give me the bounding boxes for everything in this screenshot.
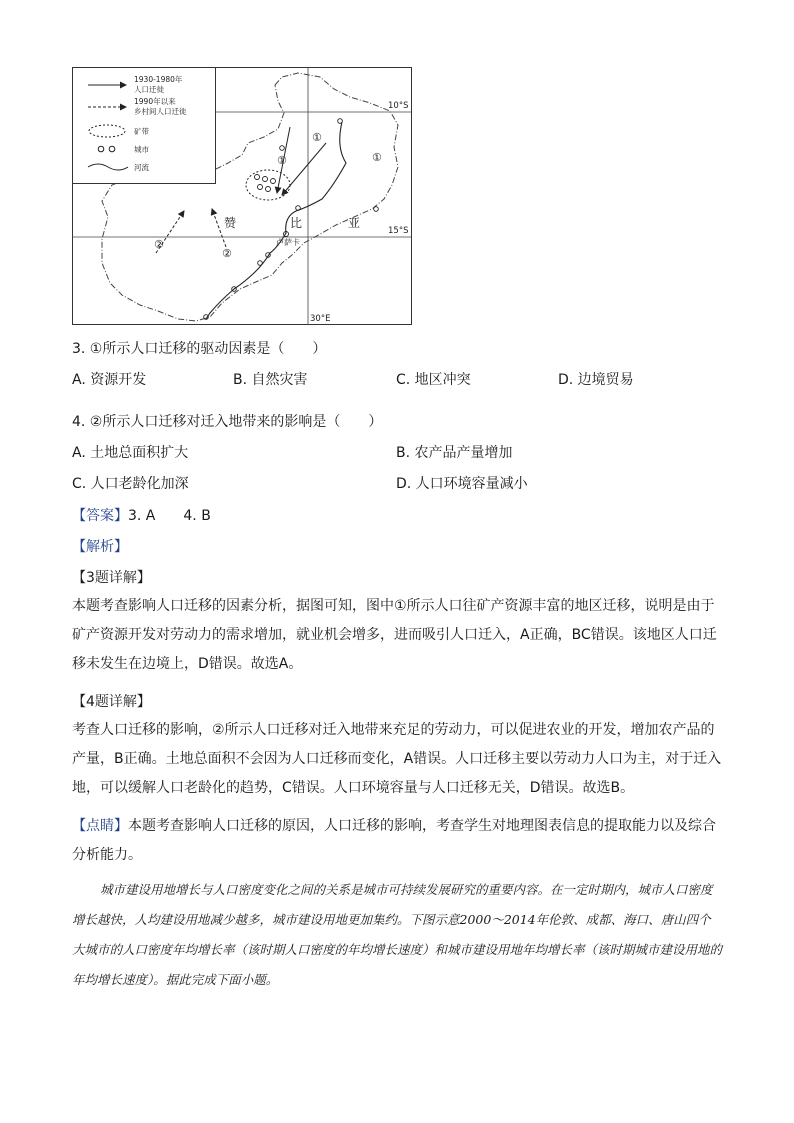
legend-dashed-line1: 1990年以来 — [134, 97, 176, 106]
legend-river: 河流 — [134, 163, 149, 172]
q3-detail-body: 本题考查影响人口迁移的因素分析，据图可知，图中①所示人口往矿产资源丰富的地区迁移，说明是由于矿产资源开发对劳动力的需求增加，就业机会增多，进而吸引人口迁入，A正确，BC错误。该地区人口迁移未发生在边境上，D错误。故选A。 — [72, 598, 717, 672]
legend-solid-line2: 人口迁徙 — [134, 85, 164, 94]
q3-option-a: A. 资源开发 — [72, 372, 147, 388]
q4-option-c: C. 人口老龄化加深 — [72, 476, 189, 492]
q4-detail-body: 考查人口迁移的影响，②所示人口迁移对迁入地带来充足的劳动力，可以促进农业的开发，增加农产品的产量，B正确。土地总面积不会因为人口迁移而变化，A错误。人口迁移主要以劳动力人口为主，对于迁入地，可以缓解人口老龄化的趋势，C错误。人口环境容量与人口迁移无关，D错误。故选B。 — [72, 722, 722, 796]
analysis-label: 【解析】 — [72, 539, 128, 555]
label-15s: 15°S — [388, 226, 409, 236]
answer-line — [72, 505, 211, 525]
country-char: 亚 — [348, 216, 361, 230]
legend-city: 城市 — [134, 145, 149, 154]
capital-label: 卢萨卡 — [276, 238, 300, 247]
marker-1: ① — [277, 154, 287, 167]
q3-detail-heading: 【3题详解】 — [72, 570, 151, 586]
q3-option-d: D. 边境贸易 — [558, 372, 634, 388]
marker-1: ① — [372, 151, 382, 164]
answer-text: 3. A 4. B — [128, 508, 211, 524]
label-30e: 30°E — [310, 314, 331, 324]
answer-label: 【答案】 — [72, 508, 128, 524]
marker-1: ① — [312, 131, 322, 144]
country-char: 比 — [290, 216, 303, 230]
question-3-stem: 3. ①所示人口迁移的驱动因素是（ ） — [72, 341, 327, 357]
q3-option-c: C. 地区冲突 — [396, 372, 471, 388]
marker-2: ② — [222, 247, 232, 260]
comment-label: 【点睛】 — [72, 818, 128, 834]
question-4-stem: 4. ②所示人口迁移对迁入地带来的影响是（ ） — [72, 414, 383, 430]
comment-text: 本题考查影响人口迁移的原因，人口迁移的影响，考查学生对地理图表信息的提取能力以及综合分析能力。 — [72, 818, 716, 863]
label-10s: 10°S — [388, 101, 409, 111]
q3-option-b: B. 自然灾害 — [233, 372, 308, 388]
next-section-intro: 城市建设用地增长与人口密度变化之间的关系是城市可持续发展研究的重要内容。在一定时期内，城市人口密度增长越快，人均建设用地减少越多，城市建设用地更加集约。下图示意2000～2014年伦敦、成都、海口、唐山四个大城市的人口密度年均增长率（该时期人口密度的年均增长速度）和城市建设用地年均增长率（该时期城市建设用地的年均增长速度）。据此完成下面小题。 — [72, 882, 723, 987]
zambia-migration-map — [72, 67, 412, 325]
q4-option-d: D. 人口环境容量减小 — [396, 476, 528, 492]
q4-option-a: A. 土地总面积扩大 — [72, 445, 189, 461]
legend-mining-belt: 矿带 — [134, 127, 149, 136]
q4-option-b: B. 农产品产量增加 — [396, 445, 513, 461]
marker-2: ② — [154, 238, 164, 251]
country-char: 赞 — [224, 216, 237, 230]
q4-detail-heading: 【4题详解】 — [72, 694, 151, 710]
comment-paragraph — [72, 812, 722, 870]
legend-solid-line1: 1930-1980年 — [134, 75, 183, 84]
legend-dashed-line2: 乡村间人口迁徙 — [134, 107, 187, 116]
